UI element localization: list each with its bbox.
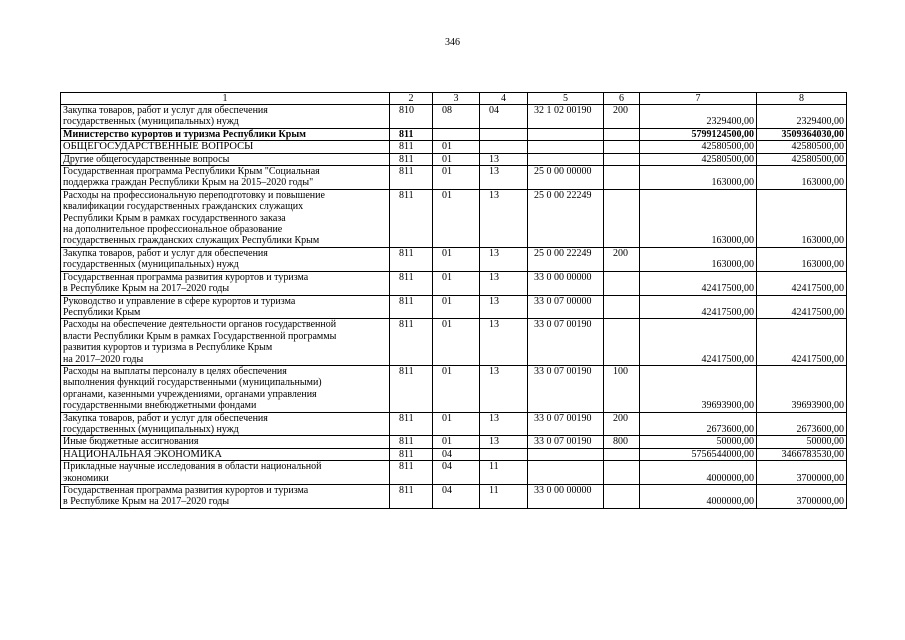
row-name-cell: Закупка товаров, работ и услуг для обеспечения государственных (муниципальных) нужд bbox=[61, 247, 390, 271]
header-cell: 1 bbox=[61, 93, 390, 105]
page-number: 346 bbox=[445, 37, 460, 48]
table-row bbox=[61, 485, 847, 509]
row-name-cell: Расходы на профессиональную переподготовку и повышение квалификации государственных гражданских служащих Республики Крым в рамках государственного заказа на дополнительное профессиональное образование государственных гражданских служащих Республики Крым bbox=[61, 189, 390, 247]
section-code-cell: 01 bbox=[433, 365, 480, 412]
table-row bbox=[61, 105, 847, 129]
section-code-cell: 01 bbox=[433, 436, 480, 448]
table-row bbox=[61, 128, 847, 140]
amount-col8-cell: 163000,00 bbox=[757, 189, 847, 247]
expense-type-cell bbox=[604, 485, 640, 509]
subsection-code-cell: 11 bbox=[480, 485, 528, 509]
expense-type-cell bbox=[604, 189, 640, 247]
amount-col8-cell: 39693900,00 bbox=[757, 365, 847, 412]
section-code-cell: 04 bbox=[433, 485, 480, 509]
subsection-code-cell: 04 bbox=[480, 105, 528, 129]
subsection-code-cell: 13 bbox=[480, 189, 528, 247]
amount-col8-cell: 42417500,00 bbox=[757, 295, 847, 319]
section-code-cell: 01 bbox=[433, 166, 480, 190]
target-article-cell bbox=[528, 153, 604, 165]
amount-col8-cell: 3700000,00 bbox=[757, 461, 847, 485]
table-row bbox=[61, 461, 847, 485]
amount-col7-cell: 4000000,00 bbox=[640, 485, 757, 509]
target-article-cell: 25 0 00 22249 bbox=[528, 247, 604, 271]
grbs-code-cell: 811 bbox=[390, 189, 433, 247]
table-row bbox=[61, 319, 847, 366]
header-cell: 6 bbox=[604, 93, 640, 105]
amount-col8-cell: 3509364030,00 bbox=[757, 128, 847, 140]
grbs-code-cell: 811 bbox=[390, 153, 433, 165]
header-cell: 2 bbox=[390, 93, 433, 105]
expense-type-cell bbox=[604, 319, 640, 366]
section-code-cell: 01 bbox=[433, 271, 480, 295]
expense-type-cell: 100 bbox=[604, 365, 640, 412]
row-name-cell: Руководство и управление в сфере курортов и туризма Республики Крым bbox=[61, 295, 390, 319]
amount-col7-cell: 163000,00 bbox=[640, 166, 757, 190]
grbs-code-cell: 811 bbox=[390, 485, 433, 509]
amount-col7-cell: 42580500,00 bbox=[640, 153, 757, 165]
budget-table bbox=[60, 92, 847, 509]
amount-col8-cell: 2673600,00 bbox=[757, 412, 847, 436]
target-article-cell: 33 0 07 00190 bbox=[528, 365, 604, 412]
amount-col8-cell: 42417500,00 bbox=[757, 319, 847, 366]
header-cell: 8 bbox=[757, 93, 847, 105]
grbs-code-cell: 811 bbox=[390, 319, 433, 366]
subsection-code-cell: 13 bbox=[480, 365, 528, 412]
amount-col8-cell: 2329400,00 bbox=[757, 105, 847, 129]
amount-col7-cell: 2329400,00 bbox=[640, 105, 757, 129]
expense-type-cell bbox=[604, 448, 640, 460]
amount-col7-cell: 163000,00 bbox=[640, 189, 757, 247]
grbs-code-cell: 811 bbox=[390, 436, 433, 448]
amount-col7-cell: 42417500,00 bbox=[640, 295, 757, 319]
grbs-code-cell: 811 bbox=[390, 295, 433, 319]
expense-type-cell bbox=[604, 141, 640, 153]
row-name-cell: НАЦИОНАЛЬНАЯ ЭКОНОМИКА bbox=[61, 448, 390, 460]
grbs-code-cell: 811 bbox=[390, 271, 433, 295]
header-cell: 3 bbox=[433, 93, 480, 105]
subsection-code-cell: 13 bbox=[480, 436, 528, 448]
table-row bbox=[61, 247, 847, 271]
target-article-cell: 33 0 00 00000 bbox=[528, 271, 604, 295]
table-row bbox=[61, 436, 847, 448]
target-article-cell bbox=[528, 141, 604, 153]
table-row bbox=[61, 189, 847, 247]
amount-col8-cell: 3466783530,00 bbox=[757, 448, 847, 460]
amount-col8-cell: 42417500,00 bbox=[757, 271, 847, 295]
table-row bbox=[61, 412, 847, 436]
subsection-code-cell: 13 bbox=[480, 247, 528, 271]
expense-type-cell bbox=[604, 461, 640, 485]
amount-col7-cell: 39693900,00 bbox=[640, 365, 757, 412]
grbs-code-cell: 811 bbox=[390, 128, 433, 140]
subsection-code-cell bbox=[480, 128, 528, 140]
expense-type-cell bbox=[604, 153, 640, 165]
table-row bbox=[61, 448, 847, 460]
subsection-code-cell: 13 bbox=[480, 153, 528, 165]
section-code-cell: 01 bbox=[433, 247, 480, 271]
row-name-cell: Министерство курортов и туризма Республики Крым bbox=[61, 128, 390, 140]
subsection-code-cell: 13 bbox=[480, 319, 528, 366]
table-row bbox=[61, 295, 847, 319]
amount-col7-cell: 2673600,00 bbox=[640, 412, 757, 436]
subsection-code-cell: 11 bbox=[480, 461, 528, 485]
target-article-cell: 32 1 02 00190 bbox=[528, 105, 604, 129]
amount-col8-cell: 3700000,00 bbox=[757, 485, 847, 509]
table-row bbox=[61, 166, 847, 190]
grbs-code-cell: 811 bbox=[390, 448, 433, 460]
amount-col7-cell: 5756544000,00 bbox=[640, 448, 757, 460]
row-name-cell: Государственная программа развития курортов и туризма в Республике Крым на 2017–2020 годы bbox=[61, 271, 390, 295]
target-article-cell: 33 0 07 00190 bbox=[528, 412, 604, 436]
target-article-cell: 33 0 00 00000 bbox=[528, 485, 604, 509]
amount-col8-cell: 163000,00 bbox=[757, 247, 847, 271]
target-article-cell: 33 0 07 00000 bbox=[528, 295, 604, 319]
expense-type-cell bbox=[604, 271, 640, 295]
header-cell: 7 bbox=[640, 93, 757, 105]
table-row bbox=[61, 365, 847, 412]
expense-type-cell bbox=[604, 166, 640, 190]
target-article-cell bbox=[528, 128, 604, 140]
target-article-cell: 25 0 00 22249 bbox=[528, 189, 604, 247]
target-article-cell: 33 0 07 00190 bbox=[528, 436, 604, 448]
row-name-cell: Закупка товаров, работ и услуг для обеспечения государственных (муниципальных) нужд bbox=[61, 412, 390, 436]
subsection-code-cell bbox=[480, 141, 528, 153]
row-name-cell: ОБЩЕГОСУДАРСТВЕННЫЕ ВОПРОСЫ bbox=[61, 141, 390, 153]
table-header-row bbox=[61, 93, 847, 105]
target-article-cell: 33 0 07 00190 bbox=[528, 319, 604, 366]
target-article-cell: 25 0 00 00000 bbox=[528, 166, 604, 190]
section-code-cell: 01 bbox=[433, 153, 480, 165]
section-code-cell: 01 bbox=[433, 141, 480, 153]
amount-col7-cell: 42580500,00 bbox=[640, 141, 757, 153]
amount-col8-cell: 163000,00 bbox=[757, 166, 847, 190]
subsection-code-cell: 13 bbox=[480, 271, 528, 295]
grbs-code-cell: 811 bbox=[390, 247, 433, 271]
table-row bbox=[61, 141, 847, 153]
header-cell: 5 bbox=[528, 93, 604, 105]
row-name-cell: Расходы на обеспечение деятельности органов государственной власти Республики Крым в рамках Государственной программы развития курортов и туризма в Республике Крым на 2017–2020 годы bbox=[61, 319, 390, 366]
expense-type-cell: 200 bbox=[604, 247, 640, 271]
subsection-code-cell: 13 bbox=[480, 166, 528, 190]
amount-col7-cell: 5799124500,00 bbox=[640, 128, 757, 140]
grbs-code-cell: 811 bbox=[390, 141, 433, 153]
row-name-cell: Государственная программа развития курортов и туризма в Республике Крым на 2017–2020 годы bbox=[61, 485, 390, 509]
grbs-code-cell: 810 bbox=[390, 105, 433, 129]
expense-type-cell: 800 bbox=[604, 436, 640, 448]
amount-col7-cell: 50000,00 bbox=[640, 436, 757, 448]
section-code-cell: 01 bbox=[433, 189, 480, 247]
table-row bbox=[61, 271, 847, 295]
section-code-cell: 08 bbox=[433, 105, 480, 129]
amount-col7-cell: 42417500,00 bbox=[640, 271, 757, 295]
grbs-code-cell: 811 bbox=[390, 166, 433, 190]
header-cell: 4 bbox=[480, 93, 528, 105]
grbs-code-cell: 811 bbox=[390, 461, 433, 485]
grbs-code-cell: 811 bbox=[390, 412, 433, 436]
section-code-cell: 04 bbox=[433, 448, 480, 460]
expense-type-cell: 200 bbox=[604, 105, 640, 129]
expense-type-cell bbox=[604, 295, 640, 319]
expense-type-cell bbox=[604, 128, 640, 140]
table-row bbox=[61, 153, 847, 165]
target-article-cell bbox=[528, 461, 604, 485]
row-name-cell: Государственная программа Республики Крым "Социальная поддержка граждан Республики Крым на 2015–2020 годы" bbox=[61, 166, 390, 190]
section-code-cell: 01 bbox=[433, 319, 480, 366]
amount-col8-cell: 42580500,00 bbox=[757, 141, 847, 153]
section-code-cell: 04 bbox=[433, 461, 480, 485]
subsection-code-cell: 13 bbox=[480, 412, 528, 436]
row-name-cell: Другие общегосударственные вопросы bbox=[61, 153, 390, 165]
row-name-cell: Закупка товаров, работ и услуг для обеспечения государственных (муниципальных) нужд bbox=[61, 105, 390, 129]
amount-col7-cell: 4000000,00 bbox=[640, 461, 757, 485]
amount-col8-cell: 42580500,00 bbox=[757, 153, 847, 165]
subsection-code-cell: 13 bbox=[480, 295, 528, 319]
amount-col7-cell: 163000,00 bbox=[640, 247, 757, 271]
grbs-code-cell: 811 bbox=[390, 365, 433, 412]
section-code-cell: 01 bbox=[433, 412, 480, 436]
row-name-cell: Иные бюджетные ассигнования bbox=[61, 436, 390, 448]
row-name-cell: Прикладные научные исследования в области национальной экономики bbox=[61, 461, 390, 485]
target-article-cell bbox=[528, 448, 604, 460]
section-code-cell: 01 bbox=[433, 295, 480, 319]
expense-type-cell: 200 bbox=[604, 412, 640, 436]
amount-col8-cell: 50000,00 bbox=[757, 436, 847, 448]
subsection-code-cell bbox=[480, 448, 528, 460]
row-name-cell: Расходы на выплаты персоналу в целях обеспечения выполнения функций государственными (муниципальными) органами, казенными учреждениями, органами управления государственными внебюджетными фондами bbox=[61, 365, 390, 412]
section-code-cell bbox=[433, 128, 480, 140]
amount-col7-cell: 42417500,00 bbox=[640, 319, 757, 366]
